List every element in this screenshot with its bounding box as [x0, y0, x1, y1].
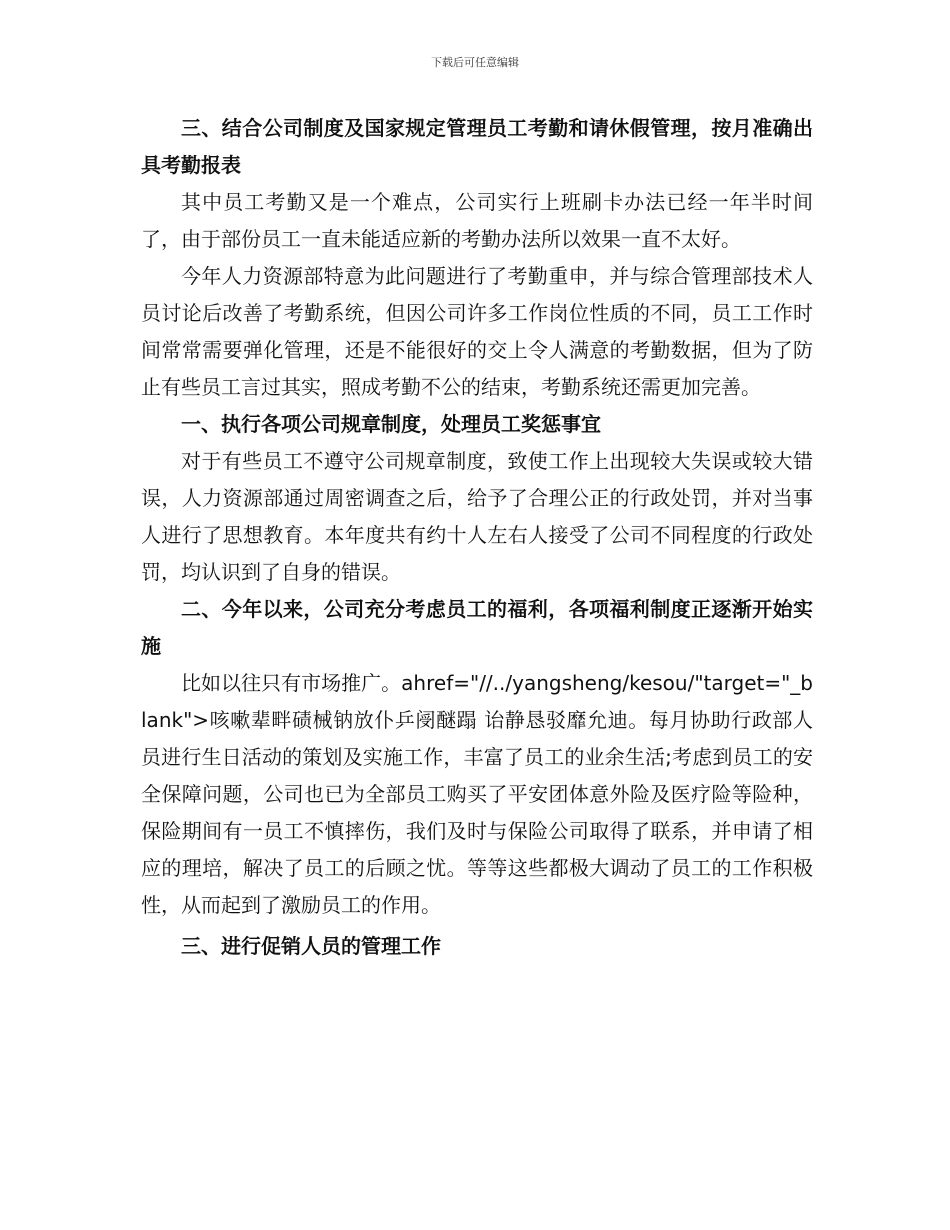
paragraph: 其中员工考勤又是一个难点，公司实行上班刷卡办法已经一年半时间了，由于部份员工一直未能适应新的考勤办法所以效果一直不太好。: [141, 190, 813, 251]
paragraph: 今年人力资源部特意为此问题进行了考勤重申，并与综合管理部技术人员讨论后改善了考勤系统，但因公司许多工作岗位性质的不同，员工工作时间常常需要弹化管理，还是不能很好的交上令人满意的考勤数据，但为了防止有些员工言过其实，照成考勤不公的结束，考勤系统还需更加完善。: [141, 264, 813, 399]
page-header: 下载后可任意编辑: [431, 56, 519, 69]
document-body: [141, 110, 813, 965]
section-heading: 二、今年以来，公司充分考虑员工的福利，各项福利制度正逐渐开始实施: [141, 597, 813, 658]
section-heading: 一、执行各项公司规章制度，处理员工奖惩事宜: [181, 412, 601, 436]
section-heading: 三、结合公司制度及国家规定管理员工考勤和请休假管理，按月准确出具考勤报表: [141, 116, 813, 177]
paragraph: 对于有些员工不遵守公司规章制度，致使工作上出现较大失误或较大错误，人力资源部通过周密调查之后，给予了合理公正的行政处罚，并对当事人进行了思想教育。本年度共有约十人左右人接受了公司不同程度的行政处罚，均认识到了自身的错误。: [141, 449, 813, 584]
section-heading: 三、进行促销人员的管理工作: [181, 934, 441, 958]
paragraph: 比如以往只有市场推广。ahref="//../yangsheng/kesou/"target="_blank">咳嗽辈畔碛械钠放仆乒阌醚蹋 诒静恳驳靡允迪。每月协助行政部人员进行生日活动的策划及实施工作，丰富了员工的业余生活;考虑到员工的安全保障问题，公司也已为全部员工购买了平安团体意外险及医疗险等险种，保险期间有一员工不慎摔伤，我们及时与保险公司取得了联系，并申请了相应的理培，解决了员工的后顾之忧。等等这些都极大调动了员工的工作积极性，从而起到了激励员工的作用。: [141, 671, 813, 917]
